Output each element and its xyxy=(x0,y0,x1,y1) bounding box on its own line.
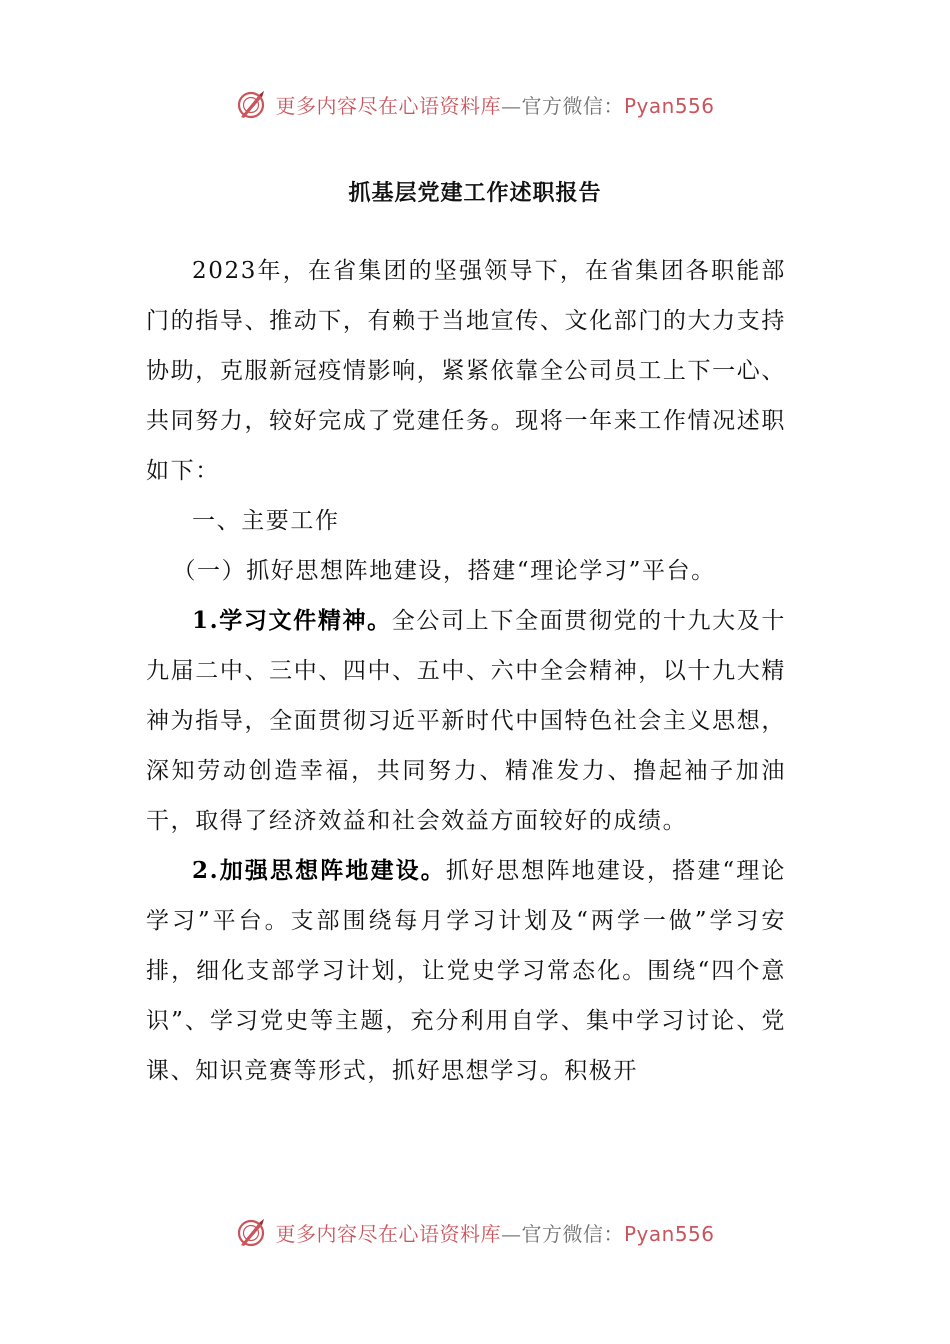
watermark-wechat-label: 官方微信： xyxy=(521,93,624,118)
item-2-lead: 2.加强思想阵地建设。 xyxy=(192,857,446,884)
watermark-wechat-label: 官方微信： xyxy=(521,1221,624,1246)
item-2-paragraph xyxy=(146,846,786,1096)
intro-paragraph: 2023年，在省集团的坚强领导下，在省集团各职能部门的指导、推动下，有赖于当地宣传、文化部门的大力支持协助，克服新冠疫情影响，紧紧依靠全公司员工上下一心、共同努力，较好完成了党建任务。现将一年来工作情况述职如下： xyxy=(146,258,786,484)
document-title: 抓基层党建工作述职报告 xyxy=(348,180,602,206)
item-1-paragraph xyxy=(146,596,786,846)
item-1-text: 全公司上下全面贯彻党的十九大及十九届二中、三中、四中、五中、六中全会精神，以十九大精神为指导，全面贯彻习近平新时代中国特色社会主义思想，深知劳动创造幸福，共同努力、精准发力、撸起袖子加油干，取得了经济效益和社会效益方面较好的成绩。 xyxy=(146,608,786,834)
watermark-wechat-id: Pyan556 xyxy=(623,93,715,118)
document-body xyxy=(146,246,786,1096)
pen-circle-logo-icon xyxy=(235,1215,269,1249)
item-1-lead: 1.学习文件精神。 xyxy=(192,607,392,634)
section-heading: 一、主要工作 xyxy=(192,508,340,534)
watermark-dash: — xyxy=(500,1221,522,1246)
watermark-text xyxy=(275,90,714,119)
watermark-site: 更多内容尽在心语资料库 xyxy=(275,93,501,118)
header-watermark xyxy=(0,82,950,126)
watermark-text xyxy=(275,1218,714,1247)
watermark-wechat-id: Pyan556 xyxy=(623,1221,715,1246)
footer-watermark xyxy=(0,1210,950,1254)
watermark-site: 更多内容尽在心语资料库 xyxy=(275,1221,501,1246)
item-2-text: 抓好思想阵地建设，搭建“理论学习”平台。支部围绕每月学习计划及“两学一做”学习安排，细化支部学习计划，让党史学习常态化。围绕“四个意识”、学习党史等主题，充分利用自学、集中学习讨论、党课、知识竞赛等形式，抓好思想学习。积极开 xyxy=(146,858,786,1084)
watermark-dash: — xyxy=(500,93,522,118)
pen-circle-logo-icon xyxy=(235,87,269,121)
subsection-heading: （一）抓好思想阵地建设，搭建“理论学习”平台。 xyxy=(172,558,716,584)
